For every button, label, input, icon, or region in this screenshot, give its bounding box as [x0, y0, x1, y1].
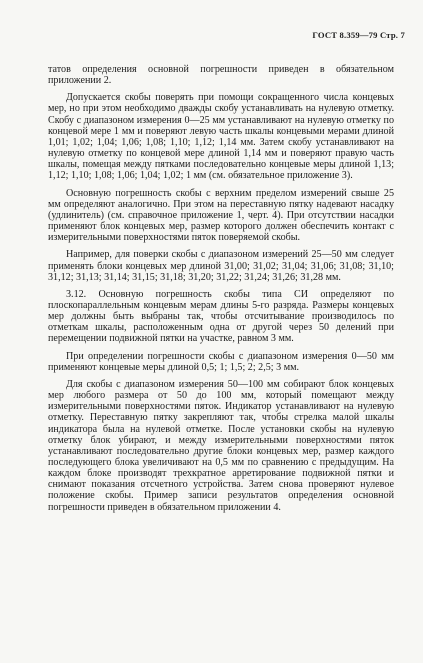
paragraph-reduced-set: Допускается скобы поверять при помощи сокращенного числа концевых мер, но при этом необходимо дважды скобу устанавливать на нулевую отметку. Скобу с диапазоном измерения 0—25 мм устанавливают на нулевую отметку по концевой мере 1 мм и поверяют левую часть шкалы концевыми мерами длиной 1,01; 1,02; 1,04; 1,06; 1,08; 1,10; 1,12; 1,14 мм. Затем скобу устанавливают на нулевую отметку по концевой мере длиной 1,14 мм и поверяют правую часть шкалы, помещая между пятками последовательно концевые меры длиной 1,13; 1,12; 1,10; 1,08; 1,06; 1,04; 1,02; 1 мм (см. обязательное приложение 3). — [48, 92, 394, 182]
document-body — [48, 64, 394, 519]
page-number: Стр. 7 — [380, 30, 405, 40]
paragraph-example: Например, для поверки скобы с диапазоном измерений 25—50 мм следует применять блоки концевых мер длиной 31,00; 31,02; 31,04; 31,06; 31,08; 31,10; 31,12; 31,13; 31,14; 31,15; 31,18; 31,20; 31,22; 31,24; 31,26; 31,28 мм. — [48, 249, 394, 283]
page-header — [312, 30, 405, 40]
paragraph-50-100: Для скобы с диапазоном измерения 50—100 мм собирают блок концевых мер любого размера от 50 до 100 мм, который помещают между измерительными поверхностями пяток. Индикатор устанавливают на нулевую отметку. Переставную пятку закрепляют так, чтобы стрелка малой шкалы индикатора была на нулевой отметке. После установки скобы на нулевую отметку блок убирают, и между измерительными поверхностями пяток устанавливают последовательно другие блоки концевых мер, размер каждого последующего блока увеличивают на 0,5 мм по сравнению с предыдущим. На каждом блоке производят трехкратное арретирование подвижной пятки и снимают показания отсчетного устройства. Затем снова проверяют нулевое положение скобы. Пример записи результатов определения основной погрешности приведен в обязательном приложении 4. — [48, 378, 394, 513]
paragraph-0-50: При определении погрешности скобы с диапазоном измерения 0—50 мм применяют концевые меры длиной 0,5; 1; 1,5; 2; 2,5; 3 мм. — [48, 350, 394, 373]
standard-code: ГОСТ 8.359—79 — [312, 30, 378, 40]
paragraph-3-12: 3.12. Основную погрешность скобы типа СИ определяют по плоскопараллельным концевым мерам длины 5-го разряда. Размеры концевых мер должны быть выбраны так, чтобы отсчитывание производилось по отметкам шкалы, расположенным одна от другой через 50 делений при перемещении подвижной пятки на участке, равном 3 мм. — [48, 288, 394, 345]
paragraph-continuation: татов определения основной погрешности приведен в обязательном приложении 2. — [48, 64, 394, 87]
paragraph-upper-limit: Основную погрешность скобы с верхним пределом измерений свыше 25 мм определяют аналогично. При этом на переставную пятку надевают насадку (удлинитель) (см. справочное приложение 1, черт. 4). При отсутствии насадки применяют блок концевых мер, размер которого должен обеспечить контакт с измерительными поверхностями пяток поверяемой скобы. — [48, 187, 394, 244]
